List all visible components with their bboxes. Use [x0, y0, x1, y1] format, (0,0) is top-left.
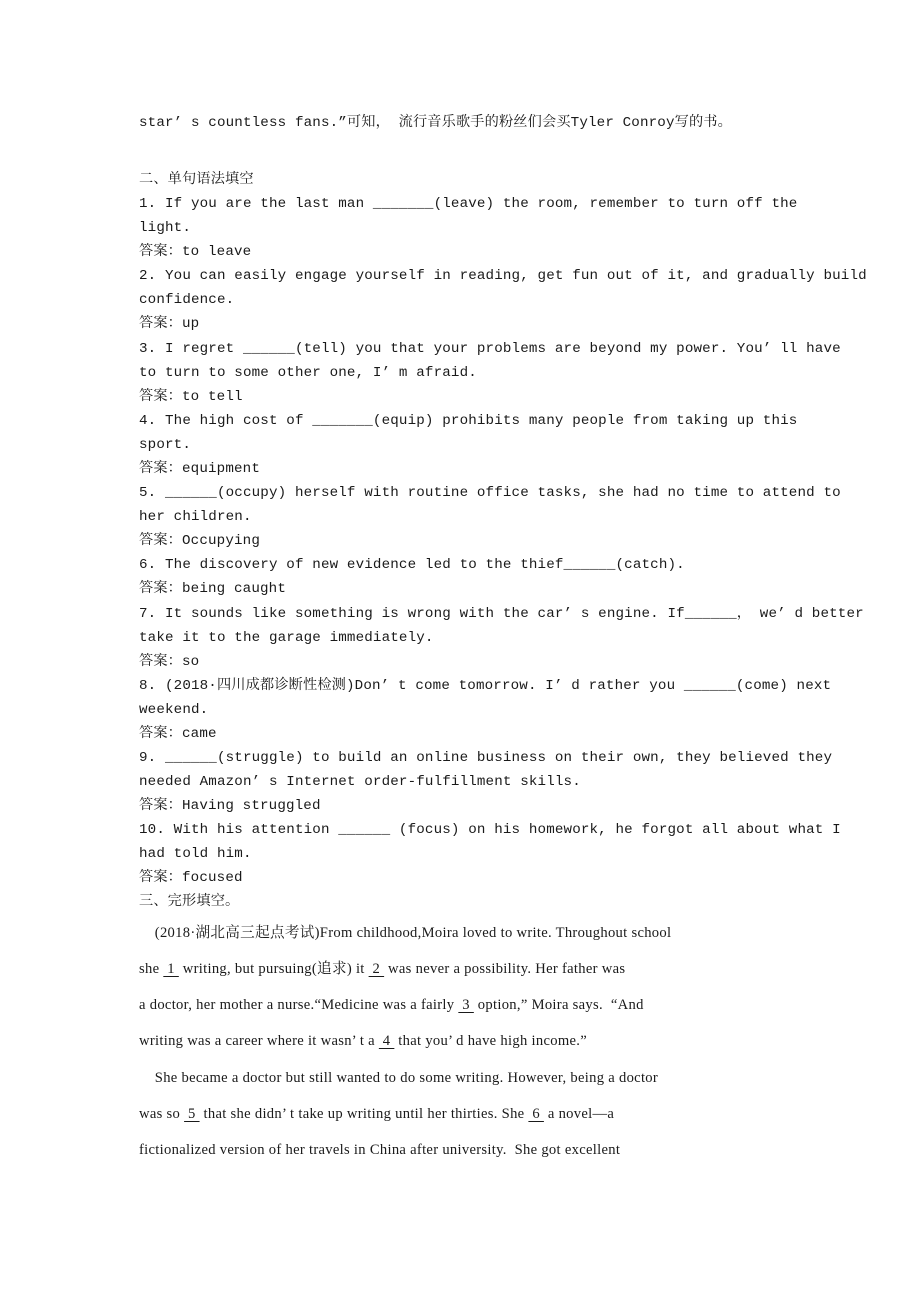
question-7-line-2: take it to the garage immediately. — [139, 630, 434, 646]
question-5-line-2: her children. — [139, 509, 252, 525]
question-10-line-2: had told him. — [139, 846, 252, 862]
question-5-line-1: 5. ______(occupy) herself with routine office tasks, she had no time to attend to — [139, 485, 841, 501]
cloze-line-5: She became a doctor but still wanted to do some writing. However, being a doctor — [139, 1070, 659, 1086]
cloze-line-3: a doctor, her mother a nurse.“Medicine was a fairly 3 option,” Moira says. “And — [139, 997, 644, 1013]
answer-3: 答案：to tell — [139, 389, 243, 405]
cloze-line-6: was so 5 that she didn’ t take up writing until her thirties. She 6 a novel—a — [139, 1106, 615, 1122]
answer-9: 答案：Having struggled — [139, 798, 321, 814]
cloze-line-4: writing was a career where it wasn’ t a 4 that you’ d have high income.” — [139, 1033, 587, 1049]
question-9-line-2: needed Amazon’ s Internet order-fulfillment skills. — [139, 774, 581, 790]
answer-10: 答案：focused — [139, 870, 243, 886]
question-8-line-2: weekend. — [139, 702, 209, 718]
question-3-line-1: 3. I regret ______(tell) you that your problems are beyond my power. You’ ll have — [139, 341, 841, 357]
section-3-title: 三、完形填空。 — [139, 894, 240, 910]
question-4-line-1: 4. The high cost of _______(equip) prohibits many people from taking up this — [139, 413, 798, 429]
blank-5: 5 — [184, 1106, 200, 1122]
cloze-line-7: fictionalized version of her travels in China after university. She got excellent — [139, 1142, 621, 1158]
answer-4: 答案：equipment — [139, 461, 260, 477]
cloze-line-1: (2018·湖北高三起点考试)From childhood,Moira loved to write. Throughout school — [139, 925, 672, 941]
question-2-line-2: confidence. — [139, 292, 235, 308]
intro-line: star’ s countless fans.”可知， 流行音乐歌手的粉丝们会买Tyler Conroy写的书。 — [139, 115, 732, 131]
section-2-title: 二、单句语法填空 — [139, 172, 254, 188]
answer-1: 答案：to leave — [139, 244, 252, 260]
question-7-line-1: 7. It sounds like something is wrong with the car’ s engine. If______， we’ d better — [139, 606, 864, 622]
question-8-line-1: 8. (2018·四川成都诊断性检测)Don’ t come tomorrow. I’ d rather you ______(come) next — [139, 678, 832, 694]
question-10-line-1: 10. With his attention ______ (focus) on his homework, he forgot all about what I — [139, 822, 841, 838]
answer-8: 答案：came — [139, 726, 217, 742]
answer-7: 答案：so — [139, 654, 200, 670]
blank-2: 2 — [368, 961, 385, 977]
cloze-line-2: she 1 writing, but pursuing(追求) it 2 was never a possibility. Her father was — [139, 961, 626, 977]
blank-4: 4 — [378, 1033, 395, 1049]
answer-2: 答案：up — [139, 316, 200, 332]
blank-6: 6 — [528, 1106, 544, 1122]
question-1-line-1: 1. If you are the last man _______(leave) the room, remember to turn off the — [139, 196, 798, 212]
question-6-line-1: 6. The discovery of new evidence led to the thief______(catch). — [139, 557, 685, 573]
question-9-line-1: 9. ______(struggle) to build an online business on their own, they believed they — [139, 750, 833, 766]
question-4-line-2: sport. — [139, 437, 191, 453]
answer-6: 答案：being caught — [139, 581, 286, 597]
blank-1: 1 — [163, 961, 179, 977]
blank-3: 3 — [458, 997, 474, 1013]
answer-5: 答案：Occupying — [139, 533, 260, 549]
question-1-line-2: light. — [139, 220, 191, 236]
question-3-line-2: to turn to some other one, I’ m afraid. — [139, 365, 477, 381]
question-2-line-1: 2. You can easily engage yourself in reading, get fun out of it, and gradually build — [139, 268, 867, 284]
